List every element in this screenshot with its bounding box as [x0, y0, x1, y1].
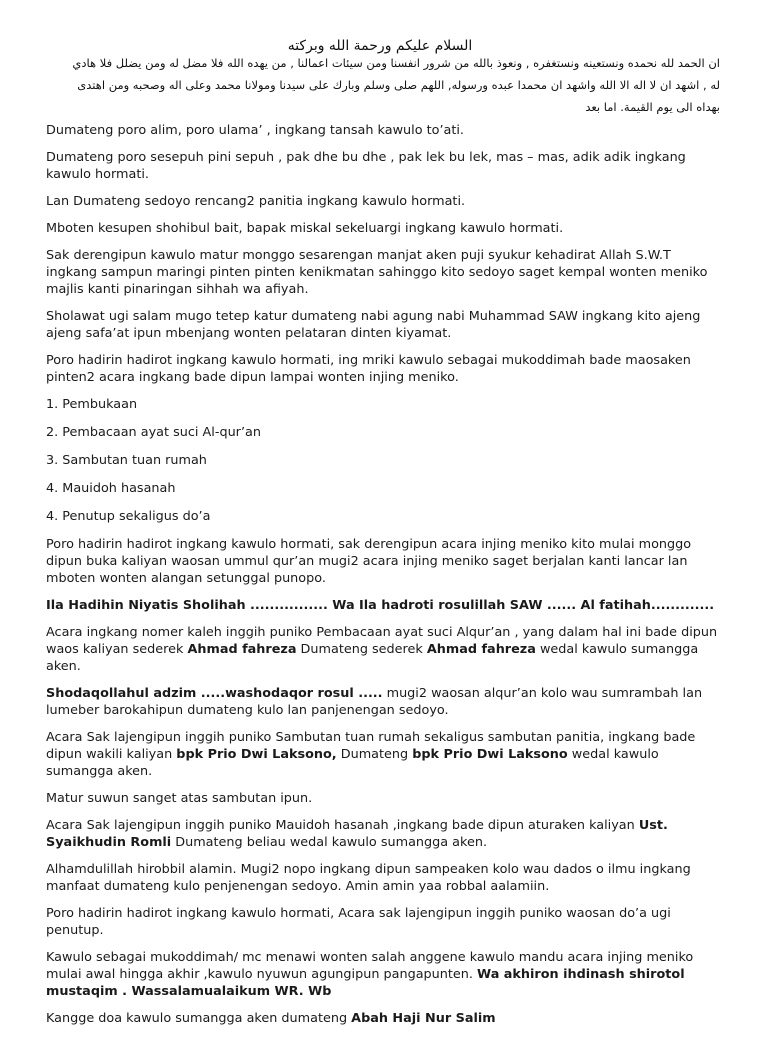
paragraph-quran-reading — [46, 624, 724, 675]
paragraph-shodaqollah — [46, 685, 724, 719]
text: Acara ingkang nomer kaleh inggih puniko Pembacaan ayat suci Alqur’an , yang dalam hal ini bade dipun waos kaliyan sederek — [46, 625, 718, 657]
text: wedal kawulo sumangga aken. — [46, 642, 699, 674]
agenda-item: 1. Pembukaan — [46, 397, 138, 412]
paragraph-agenda-intro: Poro hadirin hadirot ingkang kawulo hormati, ing mriki kawulo sebagai mukoddimah bade maosaken pinten2 acara ingkang bade dipun lampai wonten injing meniko. — [46, 353, 691, 385]
shodaqollah-text: Shodaqollahul adzim .....washodaqor rosul ..... — [46, 686, 383, 701]
reader-name: Ahmad fahreza — [187, 642, 297, 657]
text: Acara Sak lajengipun inggih puniko Sambutan tuan rumah sekaligus sambutan panitia, ingkang bade dipun wakili kaliyan — [46, 730, 696, 762]
text: Kawulo sebagai mukoddimah/ mc menawi wonten salah anggene kawulo mandu acara injing meniko mulai awal hingga akhir ,kawulo nyuwun agungipun pangapunten. — [46, 950, 694, 982]
arabic-opening-line-1: ان الحمد لله نحمده ونستعينه ونستغفره , ونعوذ بالله من شرور انفسنا ومن سيئات اعمالنا , من يهده الله فلا مضل له ومن يضلل فلا هادي — [72, 56, 720, 70]
paragraph-greeting-ulama: Dumateng poro alim, poro ulama’ , ingkang tansah kawulo to’ati. — [46, 123, 464, 138]
host-name: bpk Prio Dwi Laksono, — [176, 747, 337, 762]
paragraph-apology — [46, 949, 724, 1000]
text: Dumateng beliau wedal kawulo sumangga aken. — [171, 835, 488, 850]
text: Dumateng sederek — [296, 642, 427, 657]
paragraph-fatihah — [46, 597, 724, 614]
agenda-item: 3. Sambutan tuan rumah — [46, 453, 207, 468]
fatihah-text: Ila Hadihin Niyatis Sholihah ................ Wa Ila hadroti rosulillah SAW ...... Al fatihah............. — [46, 598, 715, 613]
arabic-opening-line-2: له , اشهد ان لا اله الا الله واشهد ان محمدا عبده ورسوله, اللهم صلى وسلم وبارك على سيدنا ومولانا محمد وعلى اله وصحبه ومن اهتدى — [77, 78, 720, 92]
paragraph-opening-prayer: Poro hadirin hadirot ingkang kawulo hormati, sak derengipun acara injing meniko kito mulai monggo dipun buka kaliyan waosan ummul qur’an mugi2 acara injing meniko saget berjalan kanti lancar lan mboten wonten alangan setunggal punopo. — [46, 537, 692, 586]
arabic-opening-line-3: بهداه الى يوم القيمة. اما بعد — [585, 100, 720, 114]
agenda-item: 4. Penutup sekaligus do’a — [46, 509, 211, 524]
paragraph-gratitude: Sak derengipun kawulo matur monggo sesarengan manjat aken puji syukur kehadirat Allah S.W.T ingkang sampun maringi pinten pinten kenikmatan sahinggo kito sedoyo saget kempal wonten meniko majlis kanti pinaringan sihhah wa afiyah. — [46, 248, 708, 297]
text: Acara Sak lajengipun inggih puniko Mauidoh hasanah ,ingkang bade dipun aturaken kaliyan — [46, 818, 639, 833]
host-name: bpk Prio Dwi Laksono — [412, 747, 568, 762]
paragraph-host-speech — [46, 729, 724, 780]
agenda-item: 2. Pembacaan ayat suci Al-qur’an — [46, 425, 261, 440]
paragraph-doa — [46, 1010, 724, 1027]
document-body — [46, 122, 724, 1037]
closing-salam: Wa akhiron ihdinash shirotol mustaqim . Wassalamualaikum WR. Wb — [46, 967, 685, 999]
text: mugi2 waosan alqur’an kolo wau sumrambah lan lumeber barokahipun dumateng kulo lan panjenengan sedoyo. — [46, 686, 703, 718]
speaker-name: Ust. Syaikhudin Romli — [46, 818, 668, 850]
paragraph-greeting-host: Mboten kesupen shohibul bait, bapak miskal sekeluargi ingkang kawulo hormati. — [46, 221, 564, 236]
paragraph-greeting-committee: Lan Dumateng sedoyo rencang2 panitia ingkang kawulo hormati. — [46, 194, 466, 209]
doa-leader-name: Abah Haji Nur Salim — [351, 1011, 496, 1026]
paragraph-closing-intro: Poro hadirin hadirot ingkang kawulo hormati, Acara sak lajengipun inggih puniko waosan do’a ugi penutup. — [46, 906, 671, 938]
paragraph-greeting-elders: Dumateng poro sesepuh pini sepuh , pak dhe bu dhe , pak lek bu lek, mas – mas, adik adik ingkang kawulo hormati. — [46, 150, 686, 182]
reader-name: Ahmad fahreza — [426, 642, 536, 657]
arabic-greeting-title: السلام عليكم ورحمة الله وبركته — [287, 38, 473, 54]
paragraph-sholawat: Sholawat ugi salam mugo tetep katur dumateng nabi agung nabi Muhammad SAW ingkang kito ajeng ajeng safa’at ipun mbenjang wonten pelataran dinten kiyamat. — [46, 309, 701, 341]
text: Kangge doa kawulo sumangga aken dumateng — [46, 1011, 352, 1026]
paragraph-alhamdulillah: Alhamdulillah hirobbil alamin. Mugi2 nopo ingkang dipun sampeaken kolo wau dados o ilmu ingkang manfaat dumateng kulo penjenengan sedoyo. Amin amin yaa robbal aalamiin. — [46, 862, 691, 894]
agenda-item: 4. Mauidoh hasanah — [46, 481, 176, 496]
paragraph-mauidoh — [46, 817, 724, 851]
text: wedal kawulo sumangga aken. — [46, 747, 659, 779]
paragraph-thanks: Matur suwun sanget atas sambutan ipun. — [46, 791, 313, 806]
text: Dumateng — [336, 747, 413, 762]
